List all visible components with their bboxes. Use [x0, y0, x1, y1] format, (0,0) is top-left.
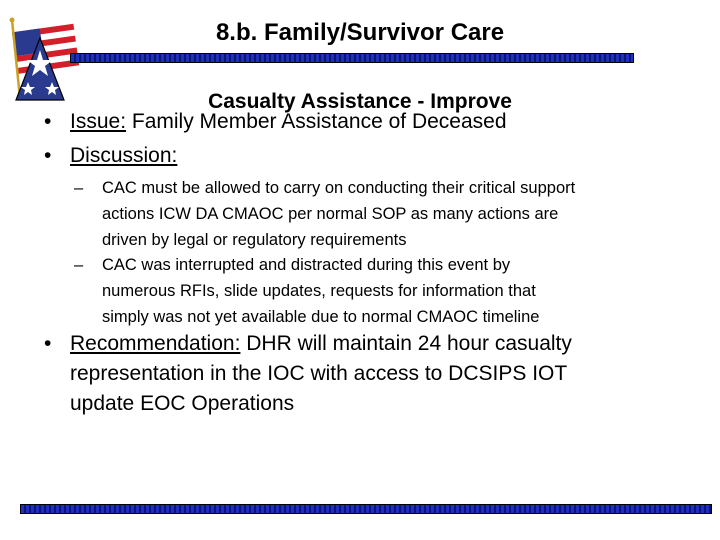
- sub-bullet-line: numerous RFIs, slide updates, requests for information that: [102, 282, 536, 300]
- sub-bullet-line: simply was not yet available due to normal CMAOC timeline: [102, 308, 540, 326]
- bullet-line: [70, 329, 572, 359]
- slide-subtitle: Casualty Assistance - Improve: [208, 90, 512, 113]
- bullet-text: [70, 107, 507, 137]
- dash-glyph: –: [74, 179, 84, 197]
- sub-bullet-line: driven by legal or regulatory requirements: [102, 231, 407, 249]
- bullet-body: DHR will maintain 24 hour casualty: [240, 332, 572, 355]
- bullet-label: Issue:: [70, 110, 127, 133]
- sub-bullet-text: [102, 175, 575, 253]
- bullet-glyph: •: [44, 144, 52, 167]
- bullet-text: [70, 329, 572, 419]
- bottom-rule-divider: [20, 504, 712, 514]
- bullet-line: update EOC Operations: [70, 392, 295, 415]
- bullet-label: Discussion:: [70, 144, 178, 167]
- dash-glyph: –: [74, 256, 84, 274]
- sub-bullet-line: CAC must be allowed to carry on conducting their critical support: [102, 179, 576, 197]
- slide-title: 8.b. Family/Survivor Care: [215, 19, 505, 46]
- sub-bullet-text: [102, 252, 539, 330]
- sub-bullet-line: CAC was interrupted and distracted during this event by: [102, 256, 511, 274]
- bullet-glyph: •: [44, 110, 52, 133]
- bullet-label: Recommendation:: [70, 332, 241, 355]
- bullet-text: [70, 141, 177, 171]
- bullet-body: Family Member Assistance of Deceased: [126, 110, 507, 133]
- bullet-glyph: •: [44, 332, 52, 355]
- sub-bullet-line: actions ICW DA CMAOC per normal SOP as many actions are: [102, 205, 559, 223]
- top-rule-divider: [70, 53, 634, 63]
- bullet-line: representation in the IOC with access to DCSIPS IOT: [70, 362, 568, 385]
